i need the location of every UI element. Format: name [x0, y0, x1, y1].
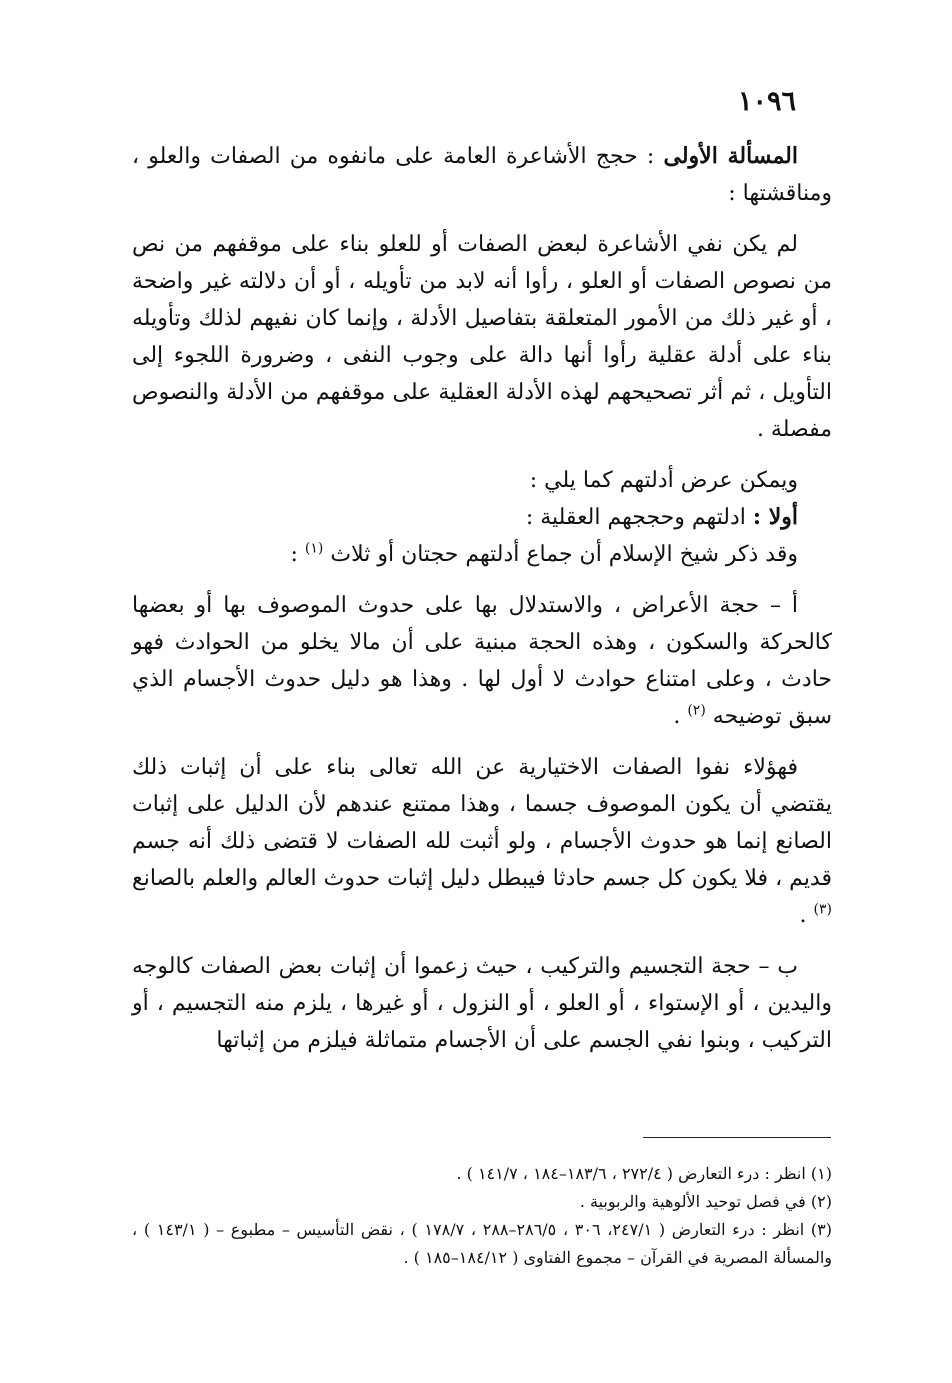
paragraph-intro: لم يكن نفي الأشاعرة لبعض الصفات أو للعلو بناء على موقفهم من نص من نصوص الصفات أو العلو ، رأوا أنه لابد من تأويله ، أو أن دلالته غير واضحة ، أو غير ذلك من الأمور المتعلقة بتفاصيل الأدلة ، وإنما كان نفيهم لذلك وتأويله بناء على أدلة عقلية رأوا أنها دالة على وجوب النفى ، وضرورة اللجوء إلى التأويل ، ثم أثر تصحيحهم لهذه الأدلة العقلية على موقفهم من الأدلة والنصوص مفصلة . — [132, 232, 832, 442]
paragraph-presentation: ويمكن عرض أدلتهم كما يلي : — [529, 468, 798, 493]
paragraph-hawulai — [132, 749, 832, 934]
footnote-3: (٣) انظر : درء التعارض ( ٢٤٧/١، ٣٠٦ ، ٢٨٦/٥–٢٨٨ ، ١٧٨/٧ ) ، نقض التأسيس – مطبوع – ( ١٤٣/١ ) ، والمسألة المصرية في القرآن – مجموع الفتاوى ( ١٨٤/١٢–١٨٥ ) . — [132, 1220, 833, 1267]
paragraph-sheikh — [132, 536, 832, 573]
first-rest: ادلتهم وحججهم العقلية : — [525, 505, 746, 530]
paragraph-ba: ب – حجة التجسيم والتركيب ، حيث زعموا أن إثبات بعض الصفات كالوجه واليدين ، أو الإستواء ، أو العلو ، أو النزول ، أو غيرها ، يلزم منه التجسيم ، أو التركيب ، وبنوا نفي الجسم على أن الأجسام متماثلة فيلزم من إثباتها — [132, 954, 832, 1053]
sheikh-text: وقد ذكر شيخ الإسلام أن جماع أدلتهم حجتان أو ثلاث — [330, 542, 798, 567]
main-text — [132, 138, 832, 1059]
footnote-ref-2[interactable]: (٢) — [687, 702, 706, 719]
footnote-1: (١) انظر : درء التعارض ( ٢٧٢/٤ ، ١٨٣/٦–١٨٤ ، ١٤١/٧ ) . — [456, 1164, 832, 1183]
sheikh-end: : — [290, 542, 305, 567]
hawulai-end: . — [799, 903, 814, 928]
footnotes — [132, 1160, 832, 1272]
heading-rest: : حجج الأشاعرة العامة على مانفوه من الصفات والعلو ، ومناقشتها : — [132, 144, 832, 206]
footnote-2: (٢) في فصل توحيد الألوهية والربوبية . — [579, 1192, 832, 1211]
footnote-divider — [643, 1137, 831, 1138]
alif-text: أ – حجة الأعراض ، والاستدلال بها على حدوث الموصوف بها أو بعضها كالحركة والسكون ، وهذه الحجة مبنية على أن مالا يخلو من الحوادث فهو حادث ، وعلى امتناع حوادث لا أول لها . وهذا هو دليل حدوث الأجسام الذي سبق توضيحه — [132, 593, 832, 729]
footnote-ref-3[interactable]: (٣) — [813, 901, 832, 918]
footnote-ref-1[interactable]: (١) — [304, 540, 324, 557]
heading-lead: المسألة الأولى — [663, 143, 798, 169]
hawulai-text: فهؤلاء نفوا الصفات الاختيارية عن الله تعالى بناء على أن إثبات ذلك يقتضي أن يكون الموصوف جسما ، وهذا ممتنع عندهم لأن الدليل على إثبات الصانع إنما هو حدوث الأجسام ، ولو أثبت لله الصفات لا قتضى ذلك أنه جسم قديم ، فلا يكون كل جسم حادثا فيبطل دليل إثبات حدوث العالم والعلم بالصانع — [132, 755, 833, 891]
paragraph-alif — [132, 587, 832, 735]
section-heading — [132, 138, 832, 212]
paragraph-first — [132, 499, 832, 536]
alif-end: . — [673, 704, 688, 729]
page-number: ١٠٩٦ — [738, 86, 797, 117]
first-lead: أولا : — [752, 504, 798, 530]
